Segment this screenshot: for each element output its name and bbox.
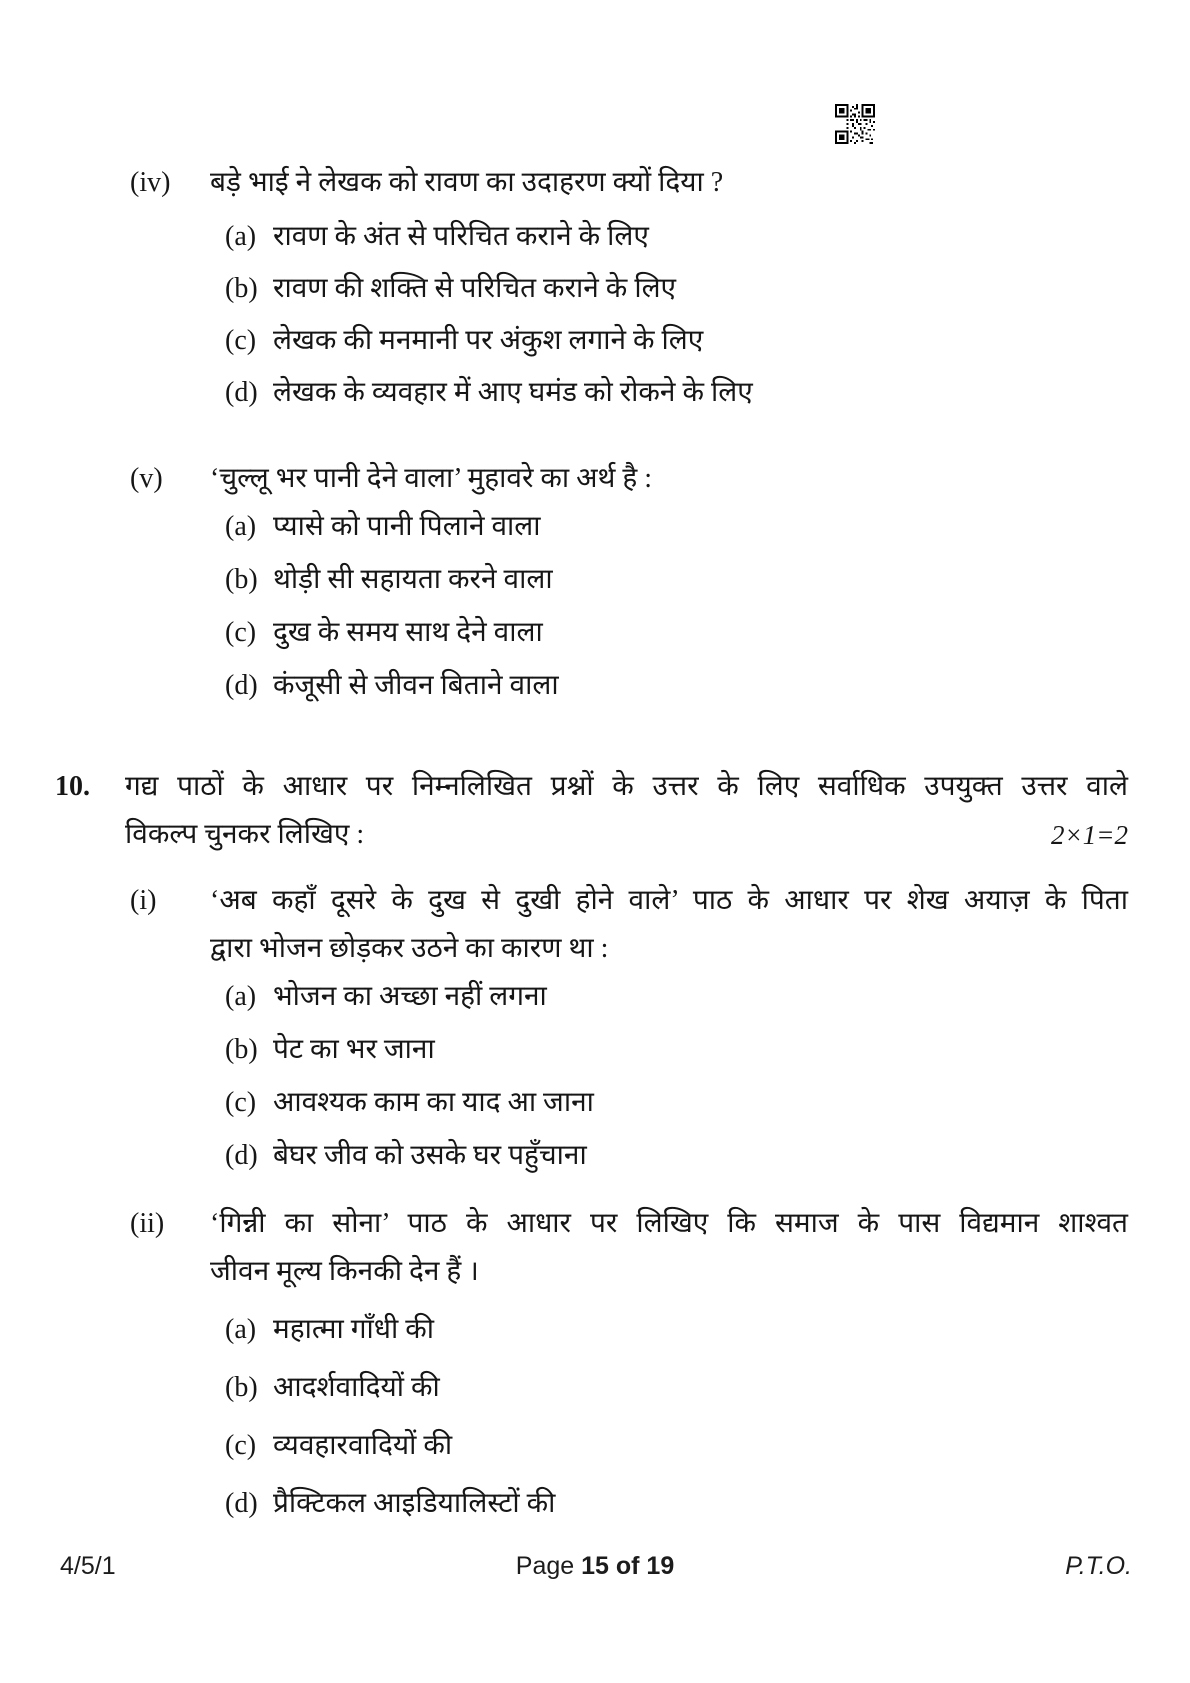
part-i-number: (i) xyxy=(130,885,157,916)
option-label: (b) xyxy=(225,273,258,304)
part-ii-line2: जीवन मूल्य किनकी देन हैं । xyxy=(210,1256,479,1287)
set-code: 4/5/1 xyxy=(60,1552,116,1580)
part-ii-text xyxy=(210,1200,1128,1296)
option-label: (d) xyxy=(225,377,258,408)
option-text: बेघर जीव को उसके घर पहुँचाना xyxy=(273,1140,587,1171)
option-row xyxy=(225,217,1128,257)
option-label: (b) xyxy=(225,1034,258,1065)
option-label: (c) xyxy=(225,1430,257,1461)
option-row xyxy=(225,269,1128,309)
option-row xyxy=(225,507,1128,547)
option-row xyxy=(225,1426,1128,1466)
question-iv-text: बड़े भाई ने लेखक को रावण का उदाहरण क्यों दिया ? xyxy=(210,167,724,198)
page-number xyxy=(516,1552,674,1581)
option-text: रावण की शक्ति से परिचित कराने के लिए xyxy=(273,273,677,304)
page-number-prefix: Page xyxy=(515,1552,575,1580)
option-label: (a) xyxy=(225,1314,257,1345)
option-text: लेखक के व्यवहार में आए घमंड को रोकने के लिए xyxy=(273,377,753,408)
option-text: थोड़ी सी सहायता करने वाला xyxy=(273,564,553,595)
page-number-value: 15 of 19 xyxy=(581,1552,675,1580)
page-footer xyxy=(0,1552,1190,1588)
option-text: आवश्यक काम का याद आ जाना xyxy=(273,1087,594,1118)
question-iv xyxy=(130,161,1128,205)
question-10-line2-text: विकल्प चुनकर लिखिए : xyxy=(125,819,365,850)
question-10 xyxy=(55,763,1128,859)
option-row xyxy=(225,1083,1128,1123)
option-label: (a) xyxy=(225,221,257,252)
option-row xyxy=(225,666,1128,706)
option-label: (c) xyxy=(225,1087,257,1118)
question-v-text: ‘चुल्लू भर पानी देने वाला’ मुहावरे का अर्थ है : xyxy=(210,463,653,494)
part-i-options xyxy=(0,977,1190,1176)
option-label: (a) xyxy=(225,981,257,1012)
option-label: (a) xyxy=(225,511,257,542)
question-iv-options xyxy=(0,217,1190,413)
option-label: (b) xyxy=(225,564,258,595)
part-i-line2: द्वारा भोजन छोड़कर उठने का कारण था : xyxy=(210,933,609,964)
option-text: व्यवहारवादियों की xyxy=(273,1430,453,1461)
question-10-part-ii xyxy=(130,1200,1128,1296)
option-row xyxy=(225,1310,1128,1350)
option-text: महात्मा गाँधी की xyxy=(273,1314,434,1345)
question-10-part-i xyxy=(130,877,1128,973)
part-ii-line1: ‘गिन्नी का सोना’ पाठ के आधार पर लिखिए कि समाज के पास विद्यमान शाश्वत xyxy=(210,1208,1128,1239)
option-row xyxy=(225,1030,1128,1070)
part-i-line1: ‘अब कहाँ दूसरे के दुख से दुखी होने वाले’ पाठ के आधार पर शेख अयाज़ के पिता xyxy=(210,885,1128,916)
option-text: भोजन का अच्छा नहीं लगना xyxy=(273,981,547,1012)
option-text: रावण के अंत से परिचित कराने के लिए xyxy=(273,221,649,252)
option-row xyxy=(225,1484,1128,1524)
option-label: (c) xyxy=(225,325,257,356)
question-v xyxy=(130,457,1128,501)
question-10-number: 10. xyxy=(55,771,90,802)
option-text: लेखक की मनमानी पर अंकुश लगाने के लिए xyxy=(273,325,704,356)
option-text: प्रैक्टिकल आइडियालिस्टों की xyxy=(273,1488,556,1519)
option-text: कंजूसी से जीवन बिताने वाला xyxy=(273,670,559,701)
question-v-options xyxy=(0,507,1190,706)
option-row xyxy=(225,560,1128,600)
option-label: (d) xyxy=(225,1140,258,1171)
question-10-line2 xyxy=(125,811,1128,859)
question-iv-number: (iv) xyxy=(130,167,171,198)
option-label: (c) xyxy=(225,617,257,648)
option-row xyxy=(225,373,1128,413)
option-text: पेट का भर जाना xyxy=(273,1034,435,1065)
option-text: प्यासे को पानी पिलाने वाला xyxy=(273,511,541,542)
option-row xyxy=(225,613,1128,653)
part-ii-options xyxy=(0,1310,1190,1524)
option-row xyxy=(225,1136,1128,1176)
option-label: (d) xyxy=(225,670,258,701)
option-row xyxy=(225,1368,1128,1408)
pto-label: P.T.O. xyxy=(1065,1552,1132,1580)
part-ii-number: (ii) xyxy=(130,1208,165,1239)
option-label: (d) xyxy=(225,1488,258,1519)
question-10-text xyxy=(125,763,1128,859)
option-label: (b) xyxy=(225,1372,258,1403)
question-10-line1: गद्य पाठों के आधार पर निम्नलिखित प्रश्नों के उत्तर के लिए सर्वाधिक उपयुक्त उत्तर वाले xyxy=(125,771,1128,802)
question-v-number: (v) xyxy=(130,463,163,494)
marks-badge: 2×1=2 xyxy=(1051,820,1128,850)
part-i-text xyxy=(210,877,1128,973)
qr-code xyxy=(835,104,875,144)
option-text: आदर्शवादियों की xyxy=(273,1372,440,1403)
option-text: दुख के समय साथ देने वाला xyxy=(273,617,543,648)
option-row xyxy=(225,321,1128,361)
option-row xyxy=(225,977,1128,1017)
